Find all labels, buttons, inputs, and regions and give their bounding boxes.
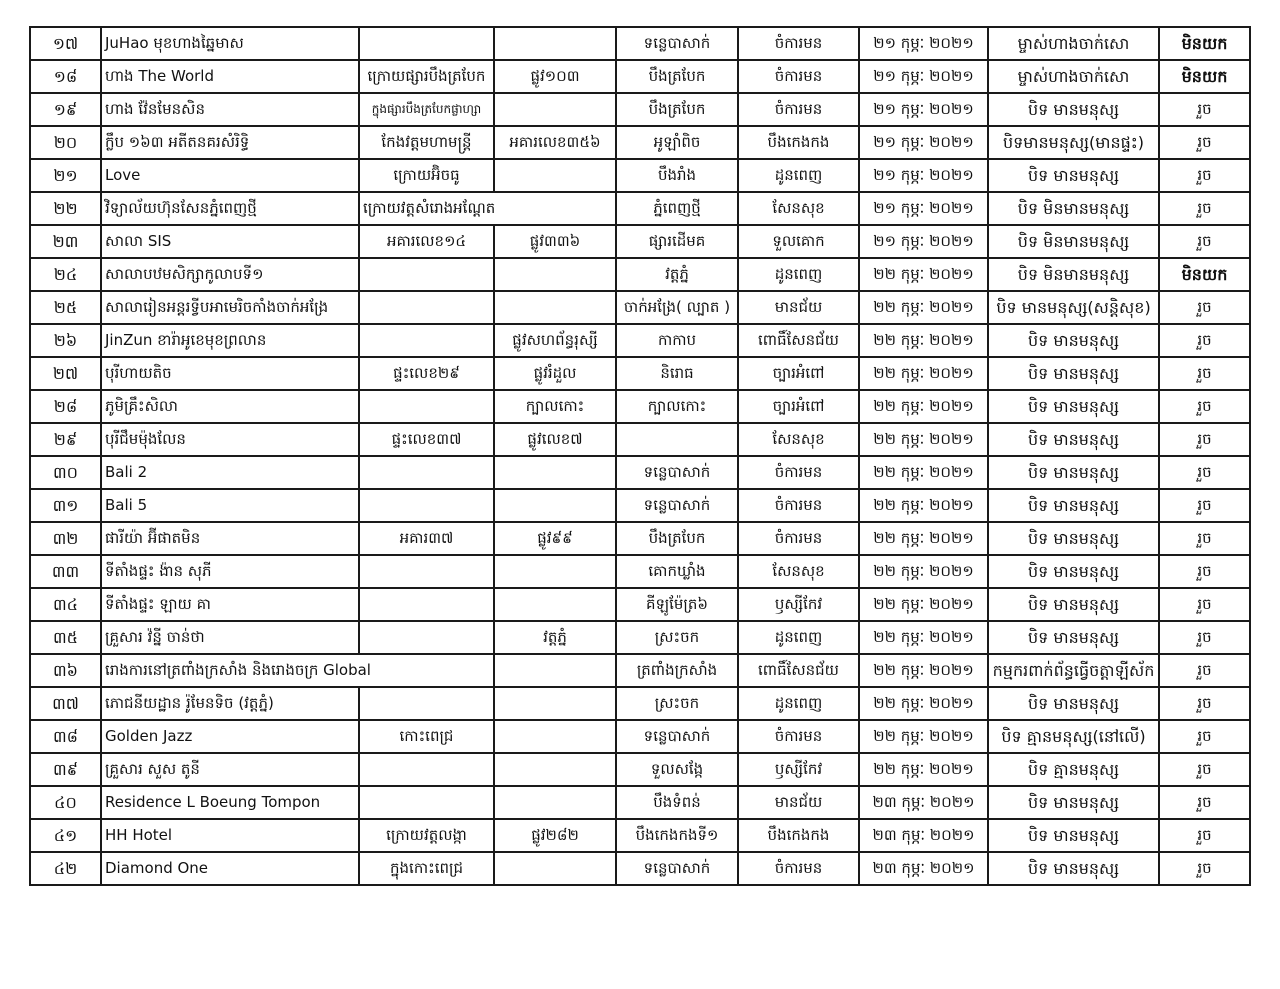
row-number: ២០ xyxy=(30,126,101,159)
status: បិទ មានមនុស្ស xyxy=(988,324,1159,357)
table-row xyxy=(30,522,1250,555)
district: ចំការមន xyxy=(738,720,859,753)
commune: ទន្លេបាសាក់ xyxy=(616,456,738,489)
location-name: ហាង វ៉ែនមែនសិន xyxy=(101,93,359,126)
result: រួច xyxy=(1159,720,1250,753)
street xyxy=(494,720,616,753)
district: ដូនពេញ xyxy=(738,621,859,654)
result: រួច xyxy=(1159,159,1250,192)
date: ២២ កុម្ភៈ ២០២១ xyxy=(859,291,988,324)
table-row xyxy=(30,27,1250,60)
date: ២២ កុម្ភៈ ២០២១ xyxy=(859,357,988,390)
commune: បឹងកេងកងទី១ xyxy=(616,819,738,852)
district: ដូនពេញ xyxy=(738,258,859,291)
location-name: រោងការនៅត្រពាំងក្រសាំង និងរោងចក្រ Global xyxy=(101,654,494,687)
commune: ទន្លេបាសាក់ xyxy=(616,720,738,753)
street xyxy=(494,489,616,522)
result: រួច xyxy=(1159,93,1250,126)
street: ផ្លូវ៣៣៦ xyxy=(494,225,616,258)
date: ២២ កុម្ភៈ ២០២១ xyxy=(859,324,988,357)
status: បិទ មានមនុស្ស xyxy=(988,819,1159,852)
date: ២១ កុម្ភៈ ២០២១ xyxy=(859,192,988,225)
status: បិទ មានមនុស្ស xyxy=(988,390,1159,423)
table-row xyxy=(30,93,1250,126)
location-name: សាលាបឋមសិក្សាកូលាបទី១ xyxy=(101,258,359,291)
date: ២២ កុម្ភៈ ២០២១ xyxy=(859,687,988,720)
address-detail xyxy=(359,687,494,720)
status: បិទ មានមនុស្ស xyxy=(988,852,1159,885)
address-detail xyxy=(359,753,494,786)
street: វត្តភ្នំ xyxy=(494,621,616,654)
result: រួច xyxy=(1159,357,1250,390)
commune: គីឡូម៉ែត្រ៦ xyxy=(616,588,738,621)
table-row xyxy=(30,192,1250,225)
row-number: ២៩ xyxy=(30,423,101,456)
date: ២២ កុម្ភៈ ២០២១ xyxy=(859,588,988,621)
street xyxy=(494,291,616,324)
location-name: ភូមិគ្រឹះសិលា xyxy=(101,390,359,423)
table-row xyxy=(30,456,1250,489)
commune: បឹងត្របែក xyxy=(616,93,738,126)
address-detail xyxy=(359,27,494,60)
table-row xyxy=(30,555,1250,588)
street xyxy=(494,27,616,60)
status: បិទ មានមនុស្ស xyxy=(988,555,1159,588)
district: សែនសុខ xyxy=(738,555,859,588)
status: បិទ មានមនុស្ស xyxy=(988,522,1159,555)
street xyxy=(494,786,616,819)
status: បិទ មានមនុស្ស xyxy=(988,621,1159,654)
status: បិទ គ្មានមនុស្ស xyxy=(988,753,1159,786)
district: មានជ័យ xyxy=(738,786,859,819)
result: រួច xyxy=(1159,456,1250,489)
location-name: គ្រួសារ វ៉ន្នី ចាន់ថា xyxy=(101,621,359,654)
commune: ស្រះចក xyxy=(616,621,738,654)
street xyxy=(494,555,616,588)
street: ផ្លូវ២៨២ xyxy=(494,819,616,852)
location-name: Residence L Boeung Tompon xyxy=(101,786,359,819)
street xyxy=(494,687,616,720)
row-number: ៣១ xyxy=(30,489,101,522)
address-detail: ក្រោយវត្តលង្កា xyxy=(359,819,494,852)
date: ២១ កុម្ភៈ ២០២១ xyxy=(859,225,988,258)
result: រួច xyxy=(1159,390,1250,423)
result: រួច xyxy=(1159,324,1250,357)
row-number: ១៧ xyxy=(30,27,101,60)
address-detail: អគារលេខ១៤ xyxy=(359,225,494,258)
street: ផ្លូវរំដួល xyxy=(494,357,616,390)
district: សែនសុខ xyxy=(738,423,859,456)
result: រួច xyxy=(1159,192,1250,225)
date: ២២ កុម្ភៈ ២០២១ xyxy=(859,654,988,687)
commune: ក្បាលកោះ xyxy=(616,390,738,423)
row-number: ២៧ xyxy=(30,357,101,390)
table-row xyxy=(30,786,1250,819)
table-row xyxy=(30,687,1250,720)
result: រួច xyxy=(1159,522,1250,555)
commune: កាកាប xyxy=(616,324,738,357)
district: ដូនពេញ xyxy=(738,159,859,192)
commune: ទន្លេបាសាក់ xyxy=(616,489,738,522)
status: បិទ មិនមានមនុស្ស xyxy=(988,225,1159,258)
table-row xyxy=(30,291,1250,324)
address-detail xyxy=(359,390,494,423)
address-detail xyxy=(359,456,494,489)
date: ២១ កុម្ភៈ ២០២១ xyxy=(859,93,988,126)
district: ទួលគោក xyxy=(738,225,859,258)
district: ចំការមន xyxy=(738,60,859,93)
location-name: JinZun ខារ៉ាអូខេមុខព្រលាន xyxy=(101,324,359,357)
address-detail xyxy=(359,588,494,621)
street xyxy=(494,588,616,621)
commune: អូឡាំពិច xyxy=(616,126,738,159)
table-row xyxy=(30,324,1250,357)
date: ២៣ កុម្ភៈ ២០២១ xyxy=(859,819,988,852)
result: រួច xyxy=(1159,423,1250,456)
result: មិនយក xyxy=(1159,258,1250,291)
row-number: ២៦ xyxy=(30,324,101,357)
table-row xyxy=(30,852,1250,885)
result: រួច xyxy=(1159,687,1250,720)
district: ច្បារអំពៅ xyxy=(738,390,859,423)
location-name: JuHao មុខហាងឆ្នៃមាស xyxy=(101,27,359,60)
result: រួច xyxy=(1159,555,1250,588)
date: ២២ កុម្ភៈ ២០២១ xyxy=(859,489,988,522)
date: ២២ កុម្ភៈ ២០២១ xyxy=(859,390,988,423)
address-detail xyxy=(359,291,494,324)
commune: ស្រះចក xyxy=(616,687,738,720)
address-detail: ក្រោយវត្តសំរោងអណ្តែត xyxy=(359,192,616,225)
row-number: ៣០ xyxy=(30,456,101,489)
date: ២១ កុម្ភៈ ២០២១ xyxy=(859,126,988,159)
location-name: Bali 2 xyxy=(101,456,359,489)
district: ច្បារអំពៅ xyxy=(738,357,859,390)
location-name: HH Hotel xyxy=(101,819,359,852)
address-detail xyxy=(359,258,494,291)
address-detail: ក្នុងកោះពេជ្រ xyxy=(359,852,494,885)
street: ផ្លូវសហព័ន្ធរុស្សី xyxy=(494,324,616,357)
district: ឫស្សីកែវ xyxy=(738,588,859,621)
result: រួច xyxy=(1159,786,1250,819)
date: ២១ កុម្ភៈ ២០២១ xyxy=(859,159,988,192)
district: ដូនពេញ xyxy=(738,687,859,720)
status: បិទ មានមនុស្ស xyxy=(988,423,1159,456)
district: ពោធិ៍សែនជ័យ xyxy=(738,324,859,357)
date: ២២ កុម្ភៈ ២០២១ xyxy=(859,456,988,489)
street xyxy=(494,93,616,126)
location-name: សាលារៀនអន្តរទ្វីបអាមេរិចកាំងចាក់អង្រែ xyxy=(101,291,359,324)
status: បិទ មានមនុស្ស xyxy=(988,93,1159,126)
date: ២១ កុម្ភៈ ២០២១ xyxy=(859,27,988,60)
address-detail: កែងវត្តមហាមន្រ្តី xyxy=(359,126,494,159)
district: ចំការមន xyxy=(738,27,859,60)
address-detail xyxy=(359,786,494,819)
status: កម្មករពាក់ព័ន្ធធ្វើចត្តាឡីស័ក xyxy=(988,654,1159,687)
table-row xyxy=(30,489,1250,522)
status: បិទ មានមនុស្ស xyxy=(988,786,1159,819)
result: មិនយក xyxy=(1159,27,1250,60)
result: រួច xyxy=(1159,126,1250,159)
location-name: បុរីជឹមម៉ុងលែន xyxy=(101,423,359,456)
street xyxy=(494,852,616,885)
address-detail: ក្នុងផ្សារបឹងត្របែកផ្លាហ្សា xyxy=(359,93,494,126)
table-row xyxy=(30,357,1250,390)
commune: និរោធ xyxy=(616,357,738,390)
commune: ផ្សារដើមគ xyxy=(616,225,738,258)
status: បិទ មានមនុស្ស xyxy=(988,687,1159,720)
commune: ទន្លេបាសាក់ xyxy=(616,852,738,885)
date: ២២ កុម្ភៈ ២០២១ xyxy=(859,621,988,654)
result: រួច xyxy=(1159,291,1250,324)
address-detail xyxy=(359,489,494,522)
row-number: ៣៩ xyxy=(30,753,101,786)
result: រួច xyxy=(1159,225,1250,258)
district: ចំការមន xyxy=(738,489,859,522)
commune xyxy=(616,423,738,456)
row-number: ២៤ xyxy=(30,258,101,291)
result: រួច xyxy=(1159,621,1250,654)
result: រួច xyxy=(1159,753,1250,786)
status: បិទ មានមនុស្ស xyxy=(988,159,1159,192)
row-number: ៣៦ xyxy=(30,654,101,687)
location-name: ទីតាំងផ្ទះ ឡាយ គា xyxy=(101,588,359,621)
status: បិទ មានមនុស្ស xyxy=(988,357,1159,390)
district: ចំការមន xyxy=(738,456,859,489)
address-detail: ផ្ទះលេខ២៩ xyxy=(359,357,494,390)
table-row xyxy=(30,621,1250,654)
commune: បឹងត្របែក xyxy=(616,60,738,93)
date: ២២ កុម្ភៈ ២០២១ xyxy=(859,720,988,753)
date: ២៣ កុម្ភៈ ២០២១ xyxy=(859,786,988,819)
location-name: គ្រួសារ សួស តូនី xyxy=(101,753,359,786)
result: រួច xyxy=(1159,654,1250,687)
street: ផ្លូវ១០៣ xyxy=(494,60,616,93)
row-number: ១៩ xyxy=(30,93,101,126)
district: បឹងកេងកង xyxy=(738,819,859,852)
location-name: ហាង The World xyxy=(101,60,359,93)
result: រួច xyxy=(1159,852,1250,885)
row-number: ២៣ xyxy=(30,225,101,258)
date: ២២ កុម្ភៈ ២០២១ xyxy=(859,258,988,291)
table-row xyxy=(30,588,1250,621)
row-number: ២៨ xyxy=(30,390,101,423)
row-number: ៤២ xyxy=(30,852,101,885)
commune: ទួលសង្កែ xyxy=(616,753,738,786)
location-name: សាលា SIS xyxy=(101,225,359,258)
result: រួច xyxy=(1159,588,1250,621)
district: ចំការមន xyxy=(738,93,859,126)
street xyxy=(494,753,616,786)
street xyxy=(494,456,616,489)
row-number: ៣៧ xyxy=(30,687,101,720)
row-number: ៣៥ xyxy=(30,621,101,654)
district: ពោធិ៍សែនជ័យ xyxy=(738,654,859,687)
address-detail: អគារ៣៧ xyxy=(359,522,494,555)
result: រួច xyxy=(1159,489,1250,522)
address-detail xyxy=(359,621,494,654)
table-body xyxy=(30,27,1250,885)
address-detail: កោះពេជ្រ xyxy=(359,720,494,753)
commune: ភ្នំពេញថ្មី xyxy=(616,192,738,225)
district: សែនសុខ xyxy=(738,192,859,225)
street xyxy=(494,159,616,192)
date: ២៣ កុម្ភៈ ២០២១ xyxy=(859,852,988,885)
street: ផ្លូវលេខ៧ xyxy=(494,423,616,456)
location-name: វិទ្យាល័យហ៊ុនសែនភ្នំពេញថ្មី xyxy=(101,192,359,225)
location-name: បុរីហាយតិច xyxy=(101,357,359,390)
table-row xyxy=(30,390,1250,423)
table-row xyxy=(30,819,1250,852)
date: ២២ កុម្ភៈ ២០២១ xyxy=(859,423,988,456)
date: ២២ កុម្ភៈ ២០២១ xyxy=(859,522,988,555)
location-name: ទីតាំងផ្ទះ ង៉ាន សុភី xyxy=(101,555,359,588)
address-detail xyxy=(359,324,494,357)
address-detail: ផ្ទះលេខ៣៧ xyxy=(359,423,494,456)
date: ២២ កុម្ភៈ ២០២១ xyxy=(859,555,988,588)
street xyxy=(494,654,616,687)
location-name: Love xyxy=(101,159,359,192)
row-number: ៣៣ xyxy=(30,555,101,588)
commune: ចាក់អង្រែ( ល្បាត ) xyxy=(616,291,738,324)
status: បិទមានមនុស្ស(មានផ្ទះ) xyxy=(988,126,1159,159)
commune: បឹងទំពន់ xyxy=(616,786,738,819)
location-name: ផារីយ៉ា អ៊ីផាតមិន xyxy=(101,522,359,555)
row-number: ៤១ xyxy=(30,819,101,852)
table-row xyxy=(30,720,1250,753)
result: មិនយក xyxy=(1159,60,1250,93)
status: បិទ មិនមានមនុស្ស xyxy=(988,192,1159,225)
commune: បឹងត្របែក xyxy=(616,522,738,555)
street: ផ្លូវ៩៩ xyxy=(494,522,616,555)
location-table xyxy=(29,26,1251,886)
commune: វត្តភ្នំ xyxy=(616,258,738,291)
row-number: ៤០ xyxy=(30,786,101,819)
status: បិទ មានមនុស្ស(សន្តិសុខ) xyxy=(988,291,1159,324)
district: ឫស្សីកែវ xyxy=(738,753,859,786)
date: ២១ កុម្ភៈ ២០២១ xyxy=(859,60,988,93)
commune: បឹងរាំង xyxy=(616,159,738,192)
commune: គោកឃ្លាំង xyxy=(616,555,738,588)
status: បិទ មិនមានមនុស្ស xyxy=(988,258,1159,291)
location-name: ក្លឹប ១៦៣ អតីតនគរសំរិទ្ធិ xyxy=(101,126,359,159)
district: មានជ័យ xyxy=(738,291,859,324)
table-row xyxy=(30,225,1250,258)
street xyxy=(494,258,616,291)
street: ក្បាលកោះ xyxy=(494,390,616,423)
location-name: Bali 5 xyxy=(101,489,359,522)
status: បិទ គ្មានមនុស្ស(នៅលើ) xyxy=(988,720,1159,753)
table-row xyxy=(30,258,1250,291)
table-row xyxy=(30,159,1250,192)
status: បិទ មានមនុស្ស xyxy=(988,588,1159,621)
status: បិទ មានមនុស្ស xyxy=(988,456,1159,489)
row-number: ១៨ xyxy=(30,60,101,93)
table-row xyxy=(30,423,1250,456)
street: អគារលេខ៣៥៦ xyxy=(494,126,616,159)
location-name: ភោជនីយដ្ឋាន រ៉ូមែនទិច (វត្តភ្នំ) xyxy=(101,687,359,720)
row-number: ៣២ xyxy=(30,522,101,555)
row-number: ៣៨ xyxy=(30,720,101,753)
table-row xyxy=(30,654,1250,687)
status: ម្ចាស់ហាងចាក់សោ xyxy=(988,27,1159,60)
address-detail: ក្រោយផ្សារបឹងត្របែក xyxy=(359,60,494,93)
district: ចំការមន xyxy=(738,522,859,555)
status: ម្ចាស់ហាងចាក់សោ xyxy=(988,60,1159,93)
address-detail xyxy=(359,555,494,588)
row-number: ២៥ xyxy=(30,291,101,324)
row-number: ៣៤ xyxy=(30,588,101,621)
row-number: ២១ xyxy=(30,159,101,192)
table-row xyxy=(30,126,1250,159)
row-number: ២២ xyxy=(30,192,101,225)
commune: ត្រពាំងក្រសាំង xyxy=(616,654,738,687)
status: បិទ មានមនុស្ស xyxy=(988,489,1159,522)
table-row xyxy=(30,60,1250,93)
table-row xyxy=(30,753,1250,786)
district: បឹងកេងកង xyxy=(738,126,859,159)
location-name: Golden Jazz xyxy=(101,720,359,753)
district: ចំការមន xyxy=(738,852,859,885)
address-detail: ក្រោយអ៊ិចធូ xyxy=(359,159,494,192)
result: រួច xyxy=(1159,819,1250,852)
date: ២២ កុម្ភៈ ២០២១ xyxy=(859,753,988,786)
commune: ទន្លេបាសាក់ xyxy=(616,27,738,60)
location-name: Diamond One xyxy=(101,852,359,885)
